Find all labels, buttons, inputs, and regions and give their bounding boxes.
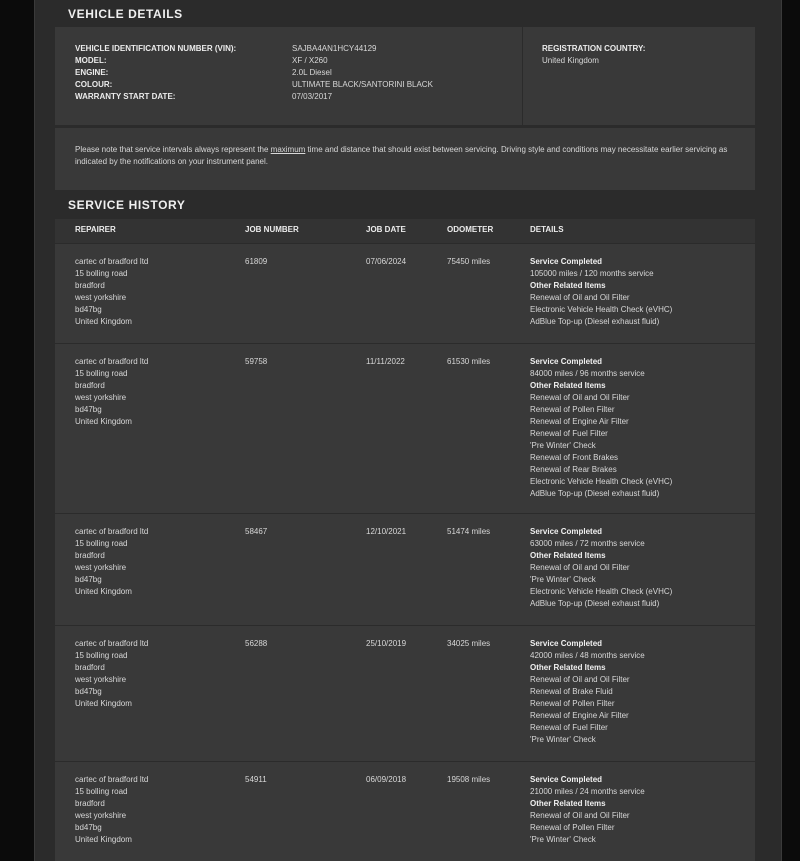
service-completed-heading: Service Completed — [530, 527, 603, 536]
service-interval: 63000 miles / 72 months service — [530, 539, 645, 548]
job-date: 25/10/2019 — [366, 639, 407, 648]
service-history-table — [55, 219, 755, 861]
table-row — [55, 625, 755, 761]
service-interval: 21000 miles / 24 months service — [530, 787, 645, 796]
service-item: Renewal of Oil and Oil Filter — [530, 393, 630, 402]
service-details — [530, 774, 755, 861]
repairer-address — [55, 638, 245, 761]
engine-label: ENGINE: — [75, 68, 109, 77]
odometer: 61530 miles — [447, 357, 491, 366]
repairer-line: bd47bg — [75, 687, 102, 696]
other-items-heading: Other Related Items — [530, 381, 606, 390]
job-number: 54911 — [245, 775, 267, 784]
repairer-line: west yorkshire — [75, 811, 127, 820]
repairer-line: United Kingdom — [75, 699, 132, 708]
service-item: AdBlue Top-up (Diesel exhaust fluid) — [530, 489, 660, 498]
repairer-address — [55, 256, 245, 343]
service-item: Renewal of Pollen Filter — [530, 405, 615, 414]
notice-text-start: Please note that service intervals always represent the — [75, 145, 271, 154]
repairer-address — [55, 774, 245, 861]
service-item: Renewal of Pollen Filter — [530, 699, 615, 708]
repairer-line: cartec of bradford ltd — [75, 639, 149, 648]
other-items-heading: Other Related Items — [530, 551, 606, 560]
repairer-line: 15 bolling road — [75, 539, 128, 548]
service-notice — [75, 144, 741, 168]
odometer: 75450 miles — [447, 257, 491, 266]
service-completed-heading: Service Completed — [530, 257, 603, 266]
repairer-line: cartec of bradford ltd — [75, 257, 149, 266]
registration-country-value: United Kingdom — [542, 56, 599, 65]
model-value: XF / X260 — [292, 56, 328, 65]
service-item: 'Pre Winter' Check — [530, 835, 596, 844]
vehicle-details-fields — [75, 43, 525, 103]
repairer-line: bradford — [75, 799, 105, 808]
job-number: 61809 — [245, 257, 268, 266]
registration-country — [542, 43, 645, 67]
repairer-line: 15 bolling road — [75, 651, 128, 660]
service-notice-card — [55, 128, 755, 190]
service-item: Renewal of Pollen Filter — [530, 823, 615, 832]
job-number: 58467 — [245, 527, 268, 536]
header-repairer: REPAIRER — [75, 225, 116, 234]
service-item: Electronic Vehicle Health Check (eVHC) — [530, 477, 673, 486]
repairer-line: United Kingdom — [75, 417, 132, 426]
service-completed-heading: Service Completed — [530, 639, 603, 648]
repairer-line: cartec of bradford ltd — [75, 527, 149, 536]
job-date: 12/10/2021 — [366, 527, 407, 536]
service-item: Renewal of Rear Brakes — [530, 465, 617, 474]
service-item: Renewal of Oil and Oil Filter — [530, 563, 630, 572]
repairer-line: west yorkshire — [75, 675, 127, 684]
warranty-label: WARRANTY START DATE: — [75, 92, 176, 101]
job-number: 59758 — [245, 357, 268, 366]
header-job-date: JOB DATE — [366, 225, 406, 234]
service-item: Renewal of Front Brakes — [530, 453, 619, 462]
vehicle-details-card — [55, 27, 755, 125]
repairer-line: United Kingdom — [75, 317, 132, 326]
divider — [522, 27, 523, 125]
repairer-line: west yorkshire — [75, 293, 127, 302]
service-item: AdBlue Top-up (Diesel exhaust fluid) — [530, 599, 660, 608]
job-date: 07/06/2024 — [366, 257, 407, 266]
vin-row — [75, 43, 525, 55]
service-item: Renewal of Engine Air Filter — [530, 417, 629, 426]
service-details — [530, 256, 755, 343]
repairer-line: United Kingdom — [75, 587, 132, 596]
service-item: Renewal of Fuel Filter — [530, 429, 608, 438]
repairer-address — [55, 526, 245, 625]
other-items-heading: Other Related Items — [530, 663, 606, 672]
notice-text-end: time and distance that should exist between servicing. Driving style and conditions may necessitate earlier servicing as indicated by the notifications on your instrument panel. — [75, 145, 728, 166]
service-item: Renewal of Fuel Filter — [530, 723, 608, 732]
table-header — [55, 219, 755, 243]
odometer: 34025 miles — [447, 639, 491, 648]
repairer-line: west yorkshire — [75, 393, 127, 402]
repairer-line: bd47bg — [75, 305, 102, 314]
service-item: Renewal of Engine Air Filter — [530, 711, 629, 720]
repairer-line: 15 bolling road — [75, 787, 128, 796]
service-item: 'Pre Winter' Check — [530, 735, 596, 744]
repairer-line: cartec of bradford ltd — [75, 357, 149, 366]
repairer-line: cartec of bradford ltd — [75, 775, 149, 784]
table-body — [55, 243, 755, 861]
engine-row — [75, 67, 525, 79]
service-item: Electronic Vehicle Health Check (eVHC) — [530, 587, 673, 596]
repairer-line: 15 bolling road — [75, 269, 128, 278]
repairer-line: bradford — [75, 551, 105, 560]
job-date: 11/11/2022 — [366, 357, 405, 366]
odometer: 51474 miles — [447, 527, 491, 536]
repairer-address — [55, 356, 245, 513]
table-row — [55, 243, 755, 343]
repairer-line: bradford — [75, 381, 105, 390]
table-row — [55, 343, 755, 513]
vehicle-details-title: VEHICLE DETAILS — [68, 7, 183, 21]
service-item: Renewal of Brake Fluid — [530, 687, 613, 696]
table-row — [55, 761, 755, 861]
service-interval: 42000 miles / 48 months service — [530, 651, 645, 660]
service-history-title: SERVICE HISTORY — [68, 198, 186, 212]
service-completed-heading: Service Completed — [530, 357, 603, 366]
service-completed-heading: Service Completed — [530, 775, 603, 784]
engine-value: 2.0L Diesel — [292, 68, 332, 77]
other-items-heading: Other Related Items — [530, 281, 606, 290]
warranty-value: 07/03/2017 — [292, 92, 333, 101]
vin-label: VEHICLE IDENTIFICATION NUMBER (VIN): — [75, 44, 237, 53]
registration-country-label: REGISTRATION COUNTRY: — [542, 44, 646, 53]
header-job-number: JOB NUMBER — [245, 225, 299, 234]
other-items-heading: Other Related Items — [530, 799, 606, 808]
repairer-line: 15 bolling road — [75, 369, 128, 378]
service-interval: 105000 miles / 120 months service — [530, 269, 654, 278]
repairer-line: bd47bg — [75, 823, 102, 832]
colour-label: COLOUR: — [75, 80, 113, 89]
header-odometer: ODOMETER — [447, 225, 494, 234]
service-item: Renewal of Oil and Oil Filter — [530, 811, 630, 820]
job-date: 06/09/2018 — [366, 775, 407, 784]
header-details: DETAILS — [530, 225, 564, 234]
repairer-line: bd47bg — [75, 405, 102, 414]
service-interval: 84000 miles / 96 months service — [530, 369, 645, 378]
warranty-row — [75, 91, 525, 103]
odometer: 19508 miles — [447, 775, 491, 784]
notice-emphasis: maximum — [270, 145, 306, 154]
service-item: Renewal of Oil and Oil Filter — [530, 293, 630, 302]
service-item: Electronic Vehicle Health Check (eVHC) — [530, 305, 673, 314]
job-number: 56288 — [245, 639, 268, 648]
colour-value: ULTIMATE BLACK/SANTORINI BLACK — [292, 80, 433, 89]
model-label: MODEL: — [75, 56, 107, 65]
repairer-line: United Kingdom — [75, 835, 132, 844]
table-row — [55, 513, 755, 625]
colour-row — [75, 79, 525, 91]
page-frame — [34, 0, 782, 861]
repairer-line: bradford — [75, 663, 105, 672]
repairer-line: bd47bg — [75, 575, 102, 584]
service-details — [530, 638, 755, 761]
repairer-line: west yorkshire — [75, 563, 127, 572]
service-item: 'Pre Winter' Check — [530, 575, 596, 584]
service-item: Renewal of Oil and Oil Filter — [530, 675, 630, 684]
vin-value: SAJBA4AN1HCY44129 — [292, 44, 377, 53]
service-item: 'Pre Winter' Check — [530, 441, 596, 450]
service-details — [530, 356, 755, 513]
service-details — [530, 526, 755, 625]
repairer-line: bradford — [75, 281, 105, 290]
model-row — [75, 55, 525, 67]
service-item: AdBlue Top-up (Diesel exhaust fluid) — [530, 317, 660, 326]
